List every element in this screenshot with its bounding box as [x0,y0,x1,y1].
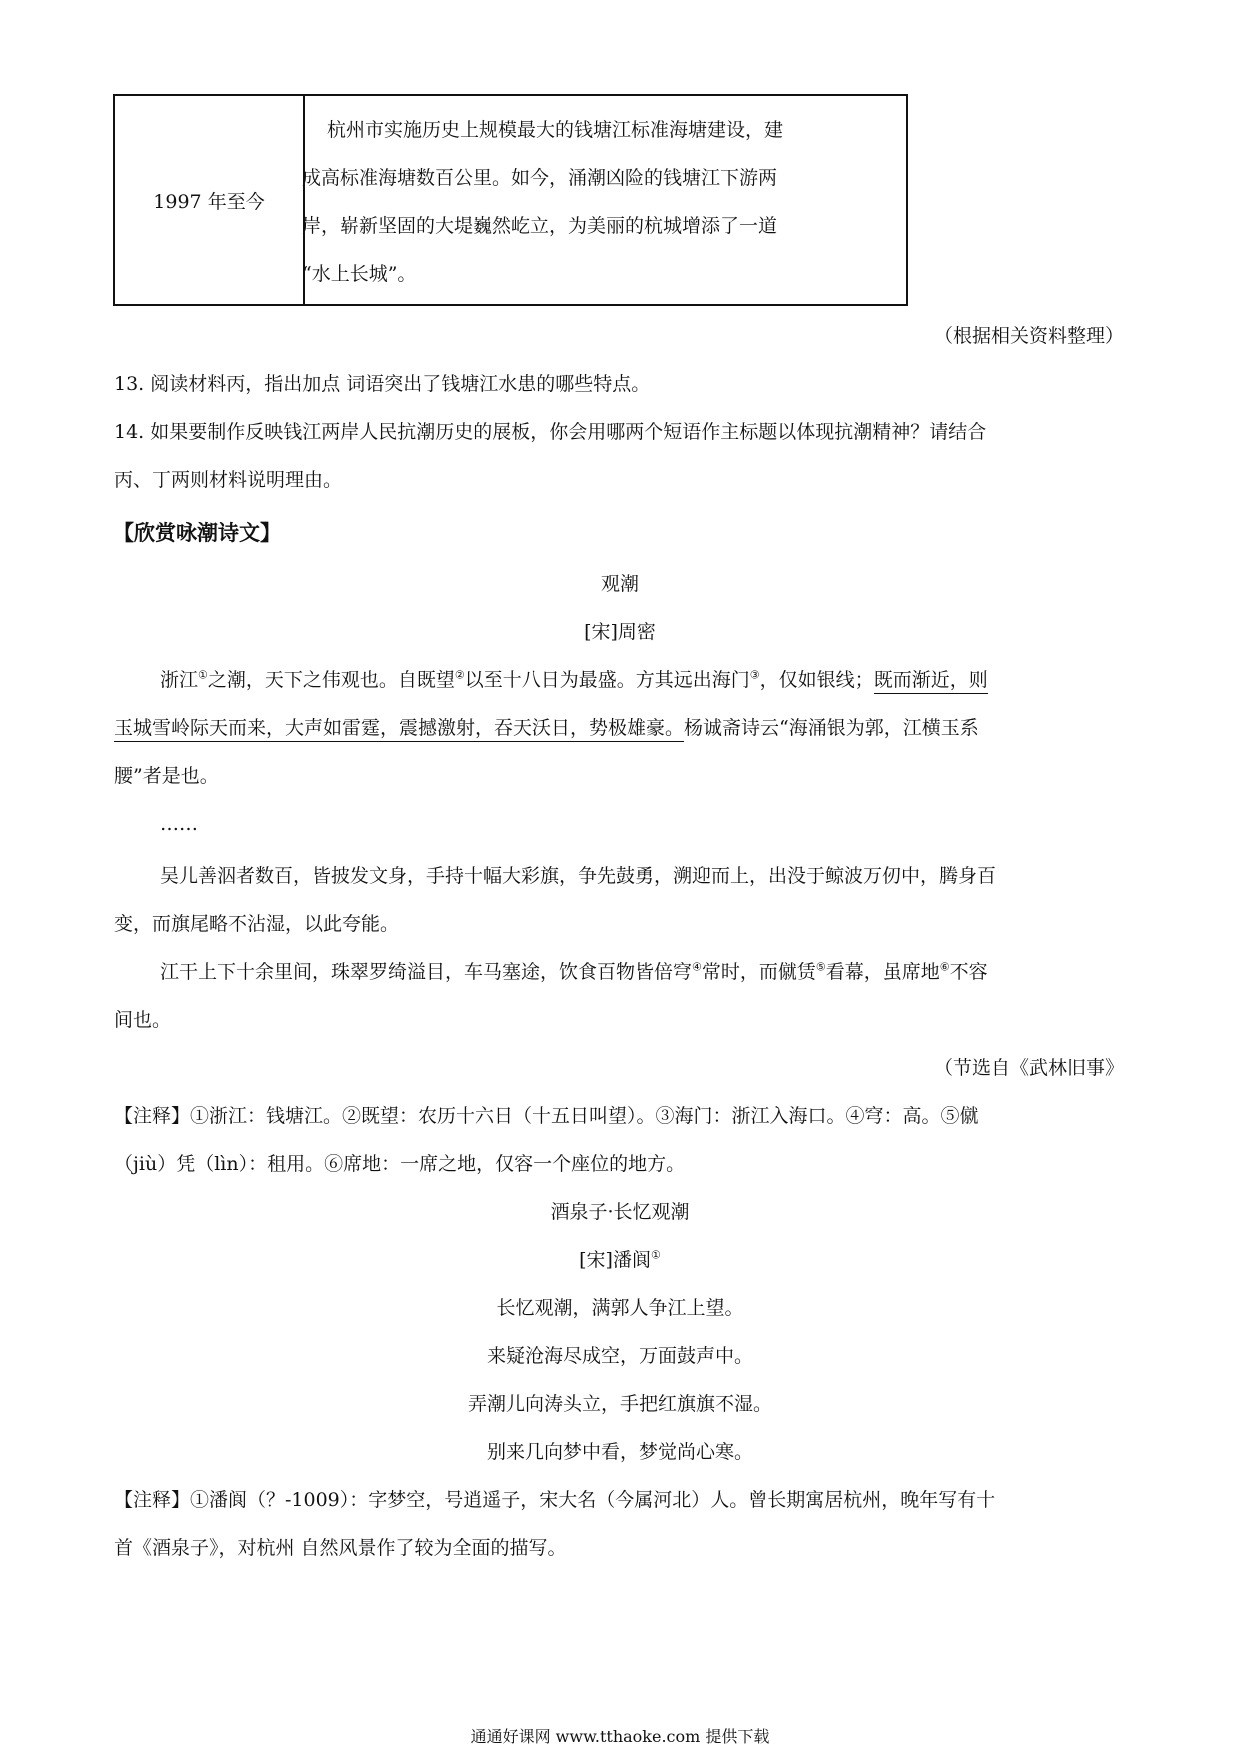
period-label: 1997 年至今 [153,190,265,213]
text-span: 杨诚斋诗云“海涌银为郭，江横玉系 [684,717,979,739]
poem1-paragraph3-line2: 间也。 [114,1009,172,1031]
notes1-line2: （jiù）凭（lìn）：租用。⑥席地：一席之地，仅容一个座位的地方。 [114,1153,686,1175]
poem2-line: 来疑沧海尽成空，万面鼓声中。 [486,1345,753,1367]
section-title: 【欣赏咏潮诗文】 [113,521,281,545]
text-span: 之潮，天下之伟观也。自既望 [207,669,455,691]
poem1-author: [宋]周密 [584,621,656,643]
note-mark: ① [650,1248,661,1262]
poem2-author [0,1246,1240,1274]
text-span: 以至十八日为最盛。方其远出海门 [464,669,750,691]
poem1-paragraph1-line2 [114,714,979,742]
notes2-line1: 【注释】①潘阆（？-1009）：字梦空，号逍遥子，宋大名（今属河北）人。曾长期寓居杭州，晚年写有十 [114,1489,996,1511]
text-span: 常时，而僦赁 [701,961,816,983]
poem1-title: 观潮 [600,573,639,595]
note-mark: ① [198,668,208,682]
poem1-source: （节选自《武林旧事》 [933,1057,1124,1079]
note-mark: ⑥ [939,960,950,974]
notes1-line1: 【注释】①浙江：钱塘江。②既望：农历十六日（十五日叫望）。③海门：浙江入海口。④穹：高。⑤僦 [114,1105,979,1127]
footer: 通通好课网 www.tthaoke.com 提供下载 [470,1727,770,1746]
text-span: [宋]潘阆 [579,1249,651,1271]
source-note: （根据相关资料整理） [933,325,1124,347]
question-14-line1: 14. 如果要制作反映钱江两岸人民抗潮历史的展板，你会用哪两个短语作主标题以体现抗潮精神？请结合 [114,421,987,443]
poem2-line: 长忆观潮，满郭人争江上望。 [496,1297,744,1319]
table-line: 杭州市实施历史上规模最大的钱塘江标准海塘建设，建 [327,119,784,141]
note-mark: ③ [749,668,760,682]
question-13: 13. 阅读材料丙，指出加点 词语突出了钱塘江水患的哪些特点。 [114,373,651,395]
text-span: 看幕，虽席地 [825,961,940,983]
notes2-line2: 首《酒泉子》，对杭州 自然风景作了较为全面的描写。 [114,1537,567,1559]
poem2-title: 酒泉子·长忆观潮 [550,1201,690,1223]
question-14-line2: 丙、丁两则材料说明理由。 [114,469,343,491]
table-line: 成高标准海塘数百公里。如今，涌潮凶险的钱塘江下游两 [302,167,778,189]
ellipsis: …… [160,813,198,835]
poem1-paragraph2-line1: 吴儿善泅者数百，皆披发文身，手持十幅大彩旗，争先鼓勇，溯迎而上，出没于鲸波万仞中，腾身百 [160,865,997,887]
text-span: 浙江 [160,669,199,691]
poem1-paragraph1-line1 [160,666,988,694]
period-cell [114,95,304,305]
note-mark: ⑤ [815,960,826,974]
poem1-paragraph2-line2: 变，而旗尾略不沾湿，以此夸能。 [114,913,400,935]
poem1-paragraph3-line1 [160,958,988,986]
text-span: 江干上下十余里间，珠翠罗绮溢目，车马塞途，饮食百物皆倍穹 [160,961,693,983]
poem2-line: 别来几向梦中看，梦觉尚心寒。 [486,1441,753,1463]
text-span: 不容 [949,961,988,983]
note-mark: ② [454,668,465,682]
note-mark: ④ [692,960,702,974]
table-line: “水上长城”。 [302,263,417,285]
text-span: ，仅如银线； [759,669,874,691]
underlined-text: 玉城雪岭际天而来，大声如雷霆，震撼激射，吞天沃日，势极雄豪。 [114,717,684,742]
underlined-text: 既而渐近，则 [874,669,988,694]
poem1-paragraph1-line3: 腰”者是也。 [114,765,219,787]
poem2-line: 弄潮儿向涛头立，手把红旗旗不湿。 [467,1393,772,1415]
table-line: 岸，崭新坚固的大堤巍然屹立，为美丽的杭城增添了一道 [302,215,778,237]
